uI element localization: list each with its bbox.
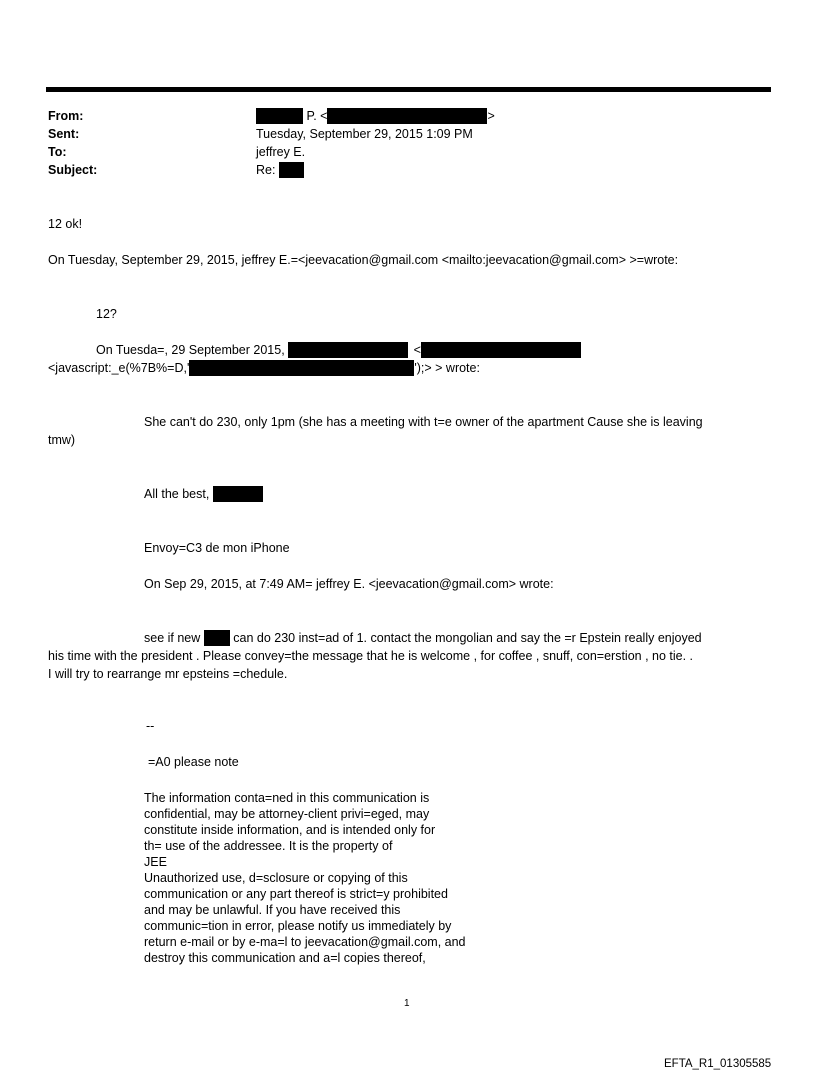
- signature-dashes: --: [146, 719, 155, 733]
- q3-header: On Sep 29, 2015, at 7:49 AM= jeffrey E. <jeevacation@gmail.com> wrote:: [144, 577, 554, 591]
- from-label: From:: [48, 109, 84, 123]
- to-value: jeffrey E.: [256, 145, 306, 159]
- q2-envoy: Envoy=C3 de mon iPhone: [144, 541, 290, 555]
- q3-line3: I will try to rearrange mr epsteins =chedule.: [48, 667, 288, 681]
- q3-line1-end: can do 230 inst=ad of 1. contact the mongolian and say the =r Epstein really enjoyed: [233, 631, 702, 645]
- redaction-box: [213, 486, 263, 502]
- from-value: [256, 108, 495, 124]
- disclaimer-line: The information conta=ned in this communication is: [144, 791, 430, 805]
- sent-value: Tuesday, September 29, 2015 1:09 PM: [256, 127, 473, 141]
- disclaimer-line: Unauthorized use, d=sclosure or copying of this: [144, 871, 408, 885]
- disclaimer-line: destroy this communication and a=l copies thereof,: [144, 951, 426, 965]
- from-middle: P. <: [306, 109, 328, 123]
- redaction-box: [189, 360, 414, 376]
- q2-header-line1: [96, 342, 581, 358]
- disclaimer-line: communication or any part thereof is strict=y prohibited: [144, 887, 448, 901]
- q2-line2-start: <javascript:_e(%7B%=D,': [48, 361, 190, 375]
- q3-line1-start: see if new: [144, 631, 201, 645]
- disclaimer-line: constitute inside information, and is intended only for: [144, 823, 436, 837]
- q2-line2-end: ');> > wrote:: [414, 361, 480, 375]
- q3-line1: [144, 630, 702, 646]
- q2-line1-lt: <: [413, 343, 421, 357]
- q2-signoff: [144, 486, 263, 502]
- page-number: 1: [404, 998, 410, 1009]
- disclaimer-line: th= use of the addressee. It is the property of: [144, 839, 393, 853]
- redaction-box: [279, 162, 304, 178]
- disclaimer-line: confidential, may be attorney-client privi=eged, may: [144, 807, 430, 821]
- disclaimer-block: [144, 790, 466, 966]
- subject-value: [256, 162, 304, 178]
- redaction-box: [327, 108, 487, 124]
- please-note: =A0 please note: [148, 755, 239, 769]
- reply-text: 12 ok!: [48, 217, 83, 231]
- redaction-box: [256, 108, 303, 124]
- from-end: >: [487, 109, 495, 123]
- bates-number: EFTA_R1_01305585: [664, 1058, 772, 1070]
- q2-para1-line2: tmw): [48, 433, 76, 447]
- quote1-header: On Tuesday, September 29, 2015, jeffrey E.=<jeevacation@gmail.com <mailto:jeevacation@gmail.com> >=wrote:: [48, 253, 679, 267]
- redaction-box: [421, 342, 581, 358]
- to-label: To:: [48, 145, 67, 159]
- signoff-text: All the best,: [144, 487, 210, 501]
- q2-line1-start: On Tuesda=, 29 September 2015,: [96, 343, 285, 357]
- disclaimer-line: communic=tion in error, please notify us immediately by: [144, 919, 452, 933]
- disclaimer-line: and may be unlawful. If you have received this: [144, 903, 401, 917]
- redaction-box: [288, 342, 408, 358]
- subject-prefix: Re:: [256, 163, 276, 177]
- q3-line2: his time with the president . Please convey=the message that he is welcome , for coffee , snuff, con=erstion , no tie. .: [48, 649, 694, 663]
- q2-para1-line1: She can't do 230, only 1pm (she has a meeting with t=e owner of the apartment Cause she is leaving: [144, 415, 703, 429]
- redaction-box: [204, 630, 230, 646]
- q2-header-line2: [48, 360, 480, 376]
- q1-text: 12?: [96, 307, 117, 321]
- subject-label: Subject:: [48, 163, 98, 177]
- disclaimer-line: return e-mail or by e-ma=l to jeevacation@gmail.com, and: [144, 935, 466, 949]
- header-rule: [46, 87, 771, 92]
- disclaimer-line: JEE: [144, 855, 167, 869]
- sent-label: Sent:: [48, 127, 80, 141]
